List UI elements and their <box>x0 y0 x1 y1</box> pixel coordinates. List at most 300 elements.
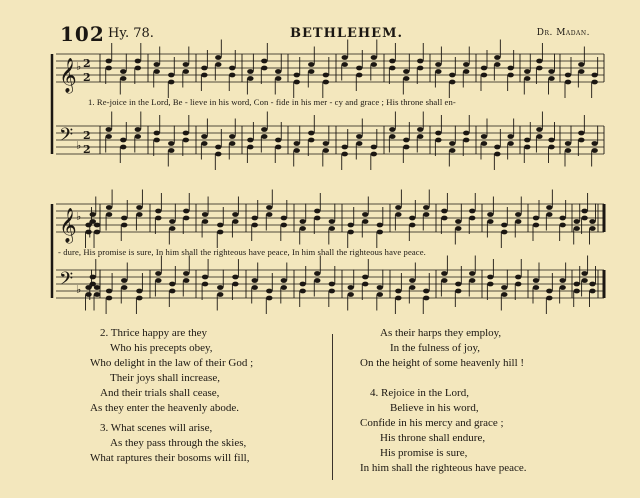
note-head <box>589 289 595 294</box>
note-head <box>403 76 409 81</box>
note-head <box>136 289 142 294</box>
note-head <box>300 226 306 231</box>
note-head <box>395 212 401 217</box>
note-head <box>215 145 221 150</box>
note-head <box>281 223 287 228</box>
note-head <box>362 282 368 287</box>
note-head <box>574 219 580 224</box>
note-head <box>155 278 161 283</box>
note-head <box>507 134 513 139</box>
note-head <box>417 134 423 139</box>
note-head <box>348 230 354 235</box>
note-head <box>362 212 368 217</box>
note-head <box>168 141 174 146</box>
note-head <box>247 138 253 143</box>
note-head <box>154 62 160 67</box>
note-head <box>90 212 96 217</box>
note-head <box>294 141 300 146</box>
note-head <box>154 69 160 74</box>
note-head <box>201 134 207 139</box>
note-head <box>515 212 521 217</box>
note-head <box>329 219 335 224</box>
note-head <box>314 216 320 221</box>
note-head <box>202 219 208 224</box>
note-head <box>524 69 530 74</box>
note-head <box>266 289 272 294</box>
time-signature-top: 2 <box>83 129 91 142</box>
note-head <box>417 59 423 64</box>
note-head <box>252 216 258 221</box>
note-head <box>217 223 223 228</box>
note-head <box>183 209 189 214</box>
lyrics-system-1: 1. Re-joice in the Lord, Be - lieve in his word, Con - fide in his mer - cy and grace ; His throne shall en- <box>88 97 456 107</box>
note-head <box>395 289 401 294</box>
note-head <box>348 292 354 297</box>
verse-line: Believe in his word, <box>390 402 479 414</box>
note-head <box>578 69 584 74</box>
note-head <box>389 127 395 132</box>
note-head <box>463 131 469 136</box>
note-head <box>308 69 314 74</box>
note-head <box>449 141 455 146</box>
note-head <box>252 285 258 290</box>
note-head <box>377 292 383 297</box>
note-head <box>314 271 320 276</box>
note-head <box>329 226 335 231</box>
note-head <box>323 80 329 85</box>
note-head <box>591 141 597 146</box>
note-head <box>501 223 507 228</box>
note-head <box>308 138 314 143</box>
note-head <box>229 141 235 146</box>
note-head <box>169 226 175 231</box>
note-head <box>106 289 112 294</box>
note-head <box>217 230 223 235</box>
note-head <box>201 141 207 146</box>
note-head <box>261 66 267 71</box>
note-head <box>581 209 587 214</box>
note-head <box>435 131 441 136</box>
note-head <box>106 205 112 210</box>
note-head <box>546 289 552 294</box>
note-head <box>423 289 429 294</box>
note-head <box>463 69 469 74</box>
note-head <box>136 296 142 301</box>
note-head <box>136 212 142 217</box>
note-head <box>202 275 208 280</box>
note-head <box>121 216 127 221</box>
note-head <box>155 271 161 276</box>
note-head <box>494 62 500 67</box>
note-head <box>578 62 584 67</box>
note-head <box>481 134 487 139</box>
note-head <box>106 134 112 139</box>
note-head <box>135 134 141 139</box>
note-head <box>377 223 383 228</box>
note-head <box>168 80 174 85</box>
note-head <box>377 285 383 290</box>
note-head <box>409 216 415 221</box>
note-head <box>469 271 475 276</box>
note-head <box>94 230 100 235</box>
note-head <box>469 209 475 214</box>
note-head <box>515 219 521 224</box>
note-head <box>559 216 565 221</box>
note-head <box>591 73 597 78</box>
note-head <box>94 292 100 297</box>
note-head <box>314 278 320 283</box>
note-head <box>574 289 580 294</box>
time-signature-bottom: 2 <box>83 71 91 84</box>
note-head <box>536 59 542 64</box>
note-head <box>261 59 267 64</box>
note-head <box>308 131 314 136</box>
note-head <box>155 209 161 214</box>
note-head <box>232 282 238 287</box>
note-head <box>215 62 221 67</box>
note-head <box>356 73 362 78</box>
note-head <box>581 271 587 276</box>
note-head <box>362 219 368 224</box>
verse-line: Who delight in the law of their God ; <box>90 357 254 369</box>
note-head <box>494 145 500 150</box>
verse-line: Their joys shall increase, <box>110 372 220 384</box>
verse-line: As their harps they employ, <box>380 327 502 339</box>
note-head <box>487 219 493 224</box>
note-head <box>168 148 174 153</box>
note-head <box>417 66 423 71</box>
note-head <box>515 275 521 280</box>
note-head <box>120 69 126 74</box>
verse-line: What raptures their bosoms will fill, <box>90 452 250 464</box>
note-head <box>275 138 281 143</box>
verse-line: In the fulness of joy, <box>390 342 481 354</box>
verse-line: His throne shall endure, <box>380 432 486 444</box>
time-signature-top: 2 <box>83 57 91 70</box>
note-head <box>314 209 320 214</box>
note-head <box>449 148 455 153</box>
note-head <box>217 285 223 290</box>
note-head <box>371 152 377 157</box>
note-head <box>300 289 306 294</box>
note-head <box>121 278 127 283</box>
note-head <box>371 62 377 67</box>
note-head <box>356 66 362 71</box>
note-head <box>183 278 189 283</box>
verses-left-column <box>90 326 320 466</box>
note-head <box>524 145 530 150</box>
note-head <box>229 134 235 139</box>
note-head <box>154 138 160 143</box>
note-head <box>487 275 493 280</box>
verse-line: On the height of some heavenly hill ! <box>360 357 525 369</box>
note-head <box>546 212 552 217</box>
note-head <box>565 73 571 78</box>
note-head <box>455 282 461 287</box>
note-head <box>589 219 595 224</box>
note-head <box>377 230 383 235</box>
note-head <box>120 138 126 143</box>
note-head <box>183 271 189 276</box>
note-head <box>202 282 208 287</box>
note-head <box>294 80 300 85</box>
flat-icon: ♭ <box>76 60 82 73</box>
note-head <box>90 275 96 280</box>
note-head <box>581 278 587 283</box>
note-head <box>559 223 565 228</box>
note-head <box>154 131 160 136</box>
note-head <box>501 292 507 297</box>
note-head <box>469 278 475 283</box>
note-head <box>252 223 258 228</box>
verse-line: 2. Thrice happy are they <box>100 327 208 339</box>
note-head <box>441 271 447 276</box>
note-head <box>389 59 395 64</box>
note-head <box>574 226 580 231</box>
note-head <box>201 66 207 71</box>
note-head <box>481 73 487 78</box>
note-head <box>455 219 461 224</box>
note-head <box>455 289 461 294</box>
note-head <box>481 66 487 71</box>
note-head <box>183 138 189 143</box>
note-head <box>215 55 221 60</box>
note-head <box>247 76 253 81</box>
note-head <box>589 226 595 231</box>
note-head <box>507 73 513 78</box>
note-head <box>356 134 362 139</box>
verse-line: As they enter the heavenly abode. <box>90 402 240 414</box>
note-head <box>533 278 539 283</box>
note-head <box>515 282 521 287</box>
flat-icon: ♭ <box>76 210 82 223</box>
note-head <box>423 296 429 301</box>
note-head <box>536 134 542 139</box>
note-head <box>409 285 415 290</box>
note-head <box>342 62 348 67</box>
verses-section <box>0 326 640 491</box>
note-head <box>362 275 368 280</box>
note-head <box>417 127 423 132</box>
note-head <box>202 212 208 217</box>
note-head <box>565 141 571 146</box>
note-head <box>247 145 253 150</box>
note-head <box>323 148 329 153</box>
note-head <box>266 205 272 210</box>
note-head <box>371 145 377 150</box>
note-head <box>266 212 272 217</box>
note-head <box>581 216 587 221</box>
composer-credit: Dr. Madan. <box>536 28 590 38</box>
tune-title: BETHLEHEM. <box>290 26 404 41</box>
note-head <box>261 134 267 139</box>
column-divider <box>332 334 333 480</box>
note-head <box>548 145 554 150</box>
verse-line: In him shall the righteous have peace. <box>360 462 527 474</box>
note-head <box>507 66 513 71</box>
note-head <box>536 127 542 132</box>
note-head <box>449 80 455 85</box>
note-head <box>501 230 507 235</box>
note-head <box>548 69 554 74</box>
note-head <box>106 127 112 132</box>
note-head <box>183 69 189 74</box>
verse-line <box>360 371 610 386</box>
flat-icon: ♭ <box>76 139 82 152</box>
note-head <box>578 138 584 143</box>
note-head <box>546 205 552 210</box>
note-head <box>548 76 554 81</box>
note-head <box>591 80 597 85</box>
note-head <box>342 145 348 150</box>
note-head <box>409 278 415 283</box>
note-head <box>536 66 542 71</box>
note-head <box>266 296 272 301</box>
note-head <box>85 230 91 235</box>
verse-line: 4. Rejoice in the Lord, <box>370 387 469 399</box>
note-head <box>121 223 127 228</box>
note-head <box>589 282 595 287</box>
note-head <box>395 296 401 301</box>
note-head <box>215 152 221 157</box>
note-head <box>106 66 112 71</box>
note-head <box>168 73 174 78</box>
verse-line: As they pass through the skies, <box>110 437 247 449</box>
note-head <box>395 205 401 210</box>
verses-right-column <box>360 326 610 476</box>
note-head <box>389 66 395 71</box>
note-head <box>229 66 235 71</box>
note-head <box>507 141 513 146</box>
note-head <box>435 69 441 74</box>
bass-clef-icon: 𝄢 <box>59 269 74 294</box>
note-head <box>300 282 306 287</box>
note-head <box>548 138 554 143</box>
note-head <box>106 59 112 64</box>
note-head <box>559 285 565 290</box>
note-head <box>403 69 409 74</box>
note-head <box>441 209 447 214</box>
note-head <box>281 216 287 221</box>
note-head <box>441 278 447 283</box>
note-head <box>533 223 539 228</box>
note-head <box>252 278 258 283</box>
note-head <box>487 212 493 217</box>
note-head <box>281 278 287 283</box>
note-head <box>169 282 175 287</box>
note-head <box>155 216 161 221</box>
note-head <box>533 285 539 290</box>
note-head <box>524 76 530 81</box>
note-head <box>120 145 126 150</box>
note-head <box>106 296 112 301</box>
verse-line: Who his precepts obey, <box>110 342 213 354</box>
note-head <box>546 296 552 301</box>
verse-line: Confide in his mercy and grace ; <box>360 417 504 429</box>
note-head <box>348 223 354 228</box>
note-head <box>463 138 469 143</box>
note-head <box>329 289 335 294</box>
treble-clef-icon: 𝄞 <box>59 208 77 243</box>
note-head <box>300 219 306 224</box>
note-head <box>389 134 395 139</box>
note-head <box>275 145 281 150</box>
note-head <box>463 62 469 67</box>
verse-line: His promise is sure, <box>380 447 468 459</box>
note-head <box>247 69 253 74</box>
note-head <box>435 138 441 143</box>
note-head <box>135 66 141 71</box>
note-head <box>135 127 141 132</box>
note-head <box>441 216 447 221</box>
note-head <box>261 127 267 132</box>
note-head <box>423 212 429 217</box>
note-head <box>232 219 238 224</box>
note-head <box>591 148 597 153</box>
note-head <box>578 131 584 136</box>
note-head <box>94 223 100 228</box>
note-head <box>409 223 415 228</box>
note-head <box>435 62 441 67</box>
bass-clef-icon: 𝄢 <box>59 125 74 150</box>
flat-icon: ♭ <box>76 283 82 296</box>
note-head <box>533 216 539 221</box>
note-head <box>136 205 142 210</box>
note-head <box>94 285 100 290</box>
note-head <box>294 73 300 78</box>
note-head <box>229 73 235 78</box>
note-head <box>217 292 223 297</box>
note-head <box>574 282 580 287</box>
note-head <box>403 145 409 150</box>
note-head <box>135 59 141 64</box>
note-head <box>494 55 500 60</box>
note-head <box>455 226 461 231</box>
note-head <box>294 148 300 153</box>
verse-line: And their trials shall cease, <box>100 387 220 399</box>
note-head <box>85 292 91 297</box>
note-head <box>565 80 571 85</box>
note-head <box>494 152 500 157</box>
lyrics-system-2: - dure, His promise is sure, In him shall the righteous have peace, In him shall the righteous have peace. <box>58 247 426 257</box>
note-head <box>449 73 455 78</box>
note-head <box>308 62 314 67</box>
note-head <box>183 131 189 136</box>
note-head <box>481 141 487 146</box>
note-head <box>281 285 287 290</box>
note-head <box>342 152 348 157</box>
note-head <box>232 212 238 217</box>
note-head <box>487 282 493 287</box>
note-head <box>201 73 207 78</box>
note-head <box>565 148 571 153</box>
hymn-number: Hy. 78. <box>108 26 154 41</box>
note-head <box>501 285 507 290</box>
note-head <box>348 285 354 290</box>
note-head <box>524 138 530 143</box>
note-head <box>183 62 189 67</box>
note-head <box>183 216 189 221</box>
note-head <box>120 76 126 81</box>
note-head <box>169 219 175 224</box>
note-head <box>342 55 348 60</box>
note-head <box>403 138 409 143</box>
note-head <box>559 278 565 283</box>
page-number: 102 <box>60 22 105 46</box>
treble-clef-icon: 𝄞 <box>59 58 77 93</box>
note-head <box>121 285 127 290</box>
note-head <box>469 216 475 221</box>
